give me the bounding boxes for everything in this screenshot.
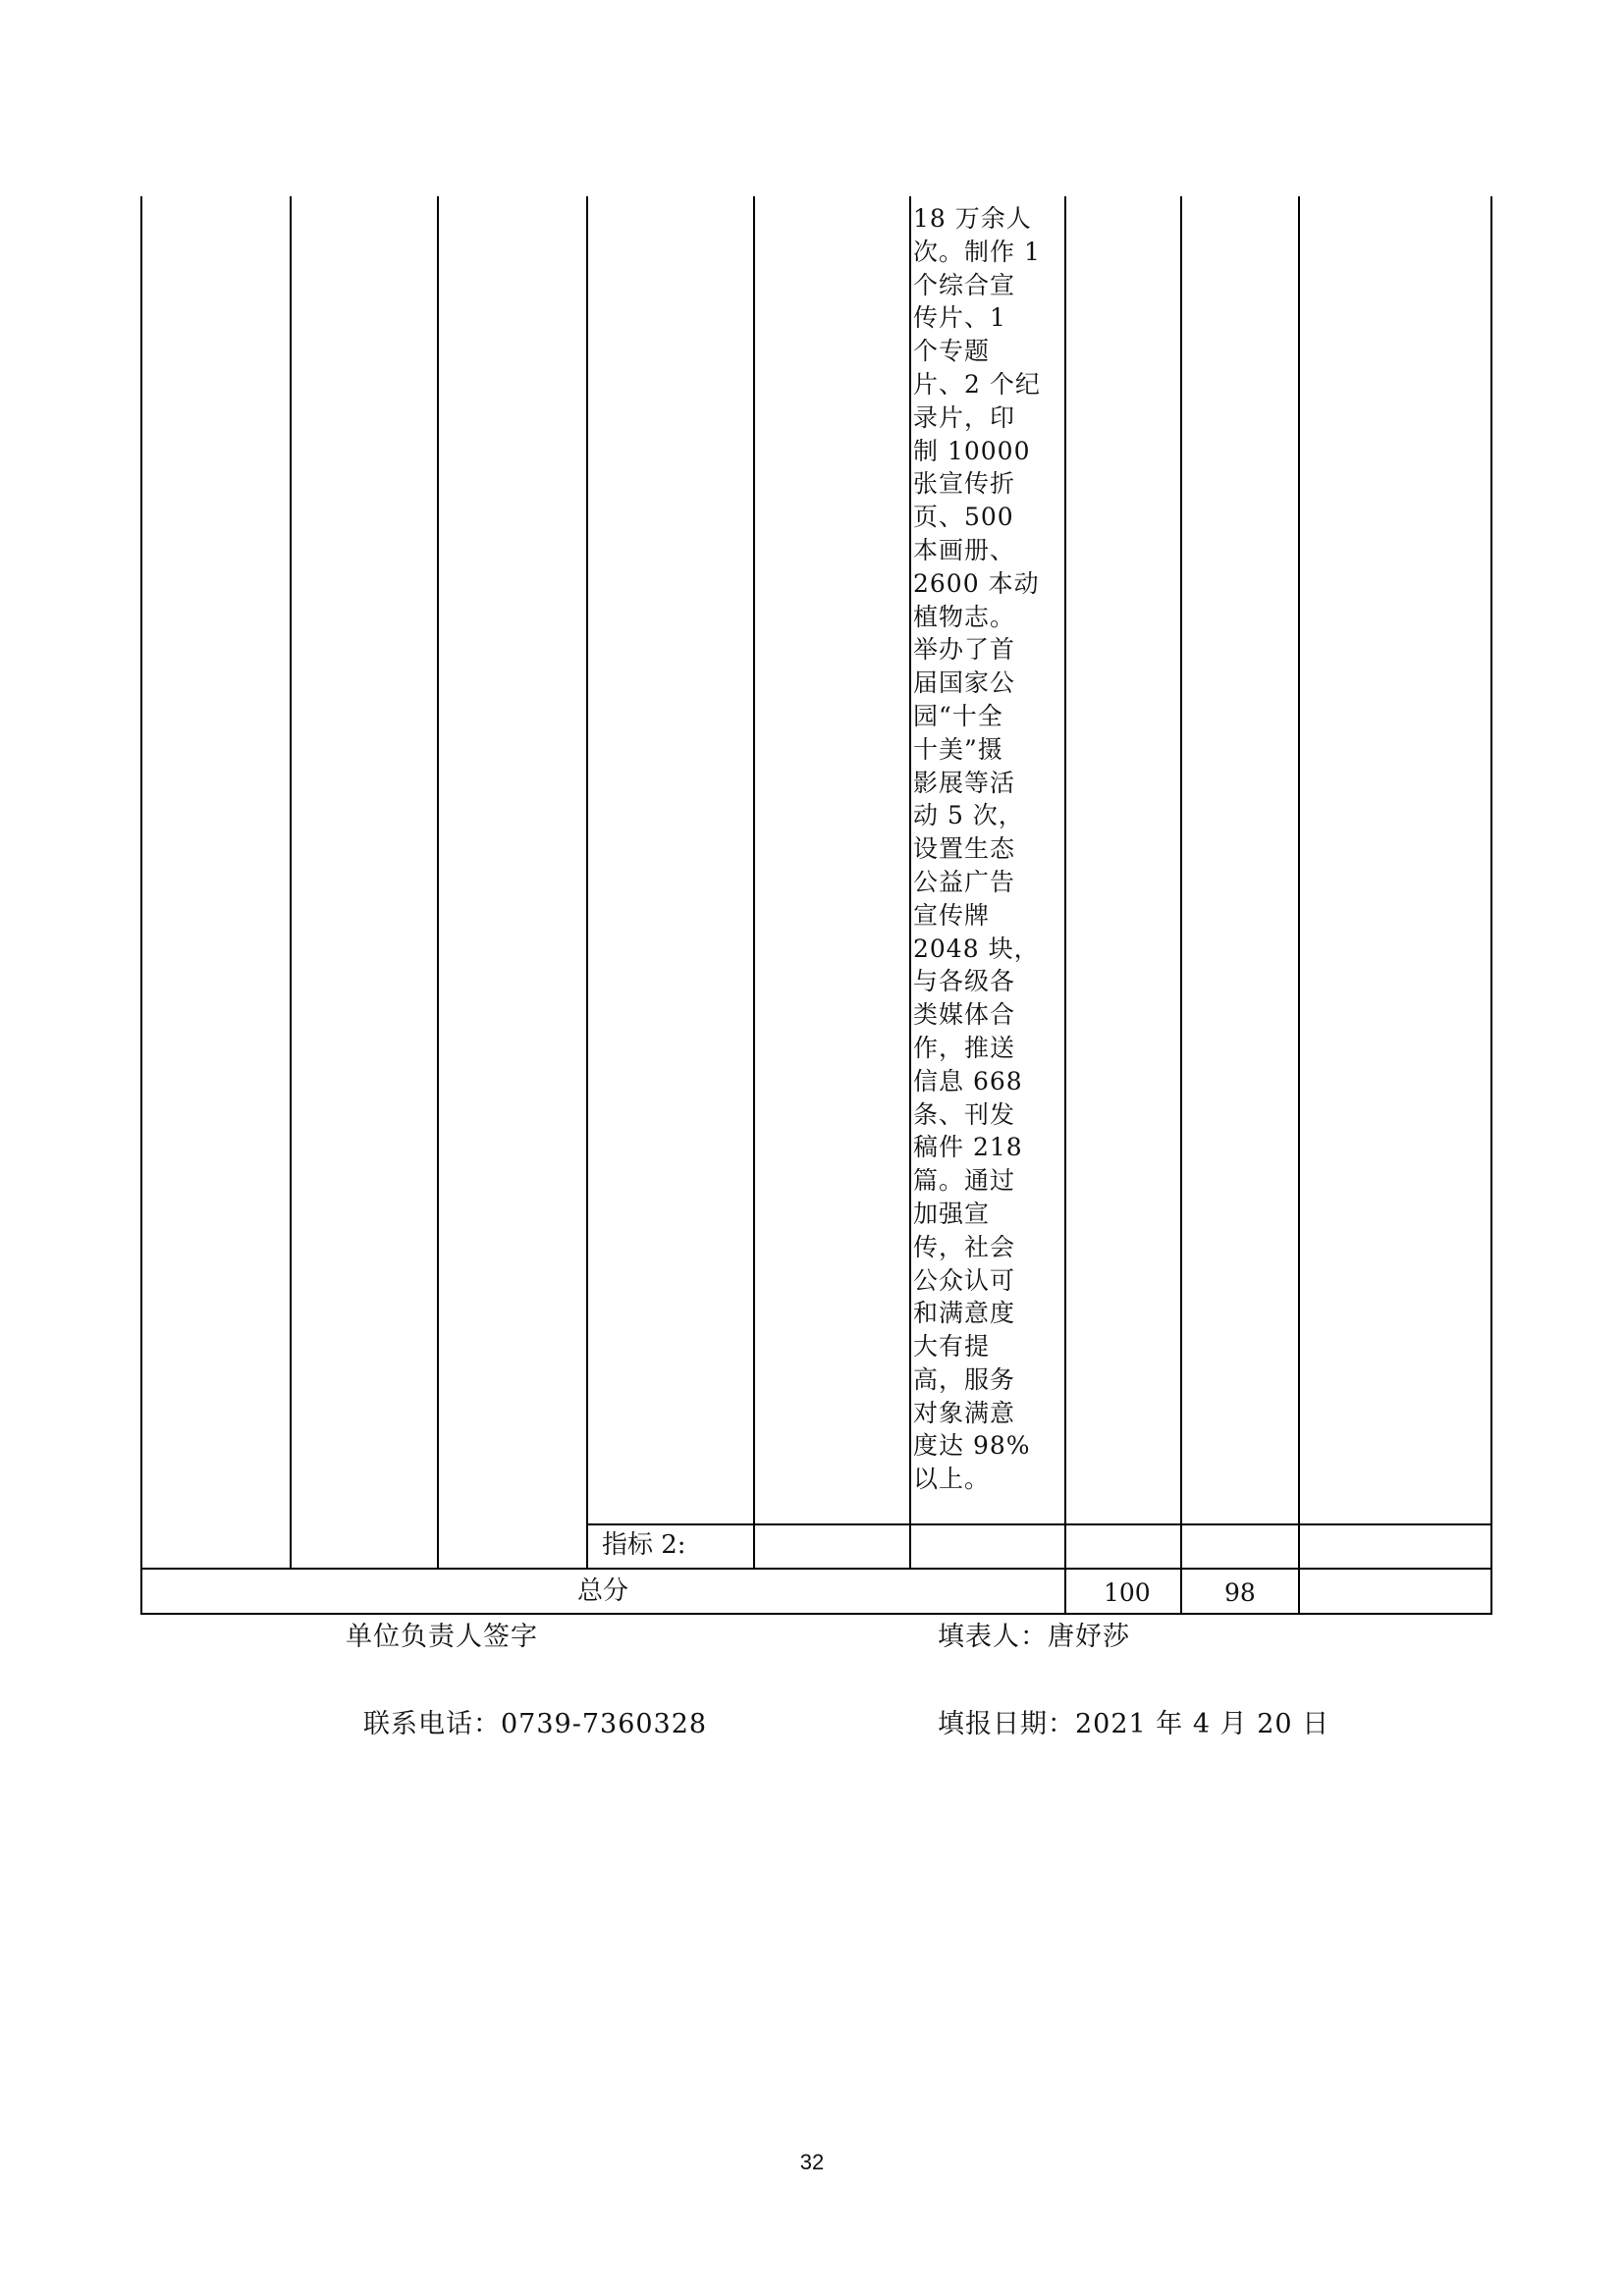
page-number: 32 xyxy=(799,2150,825,2174)
cell-text-line: 条、刊发 xyxy=(913,1099,1016,1129)
cell-text-line: 传，社会 xyxy=(913,1232,1016,1261)
cell-text-line: 2600 本动 xyxy=(913,568,1040,598)
cell-text-line: 本画册、 xyxy=(913,535,1016,564)
column-divider-7 xyxy=(1180,196,1182,1615)
cell-text-line: 对象满意 xyxy=(913,1398,1016,1427)
cell-text-line: 张宣传折 xyxy=(913,469,1016,499)
cell-text-line: 加强宣 xyxy=(913,1199,991,1228)
cell-text-line: 2048 块， xyxy=(913,934,1040,963)
column-divider-1 xyxy=(290,196,292,1568)
cell-text-line: 植物志。 xyxy=(913,602,1016,631)
cell-text-line: 个专题 xyxy=(913,337,991,366)
total-actual-score: 98 xyxy=(1224,1578,1256,1607)
cell-text-line: 页、500 xyxy=(913,503,1014,532)
table-border-right xyxy=(1490,196,1492,1615)
cell-text-line: 度达 98% xyxy=(913,1431,1031,1461)
column-divider-6 xyxy=(1064,196,1066,1615)
cell-text-line: 宣传牌 xyxy=(913,900,991,930)
column-divider-3 xyxy=(586,196,588,1568)
table-border-left xyxy=(140,196,142,1615)
total-full-score: 100 xyxy=(1104,1578,1151,1607)
cell-text-line: 高，服务 xyxy=(913,1364,1016,1394)
cell-text-line: 以上。 xyxy=(913,1465,991,1494)
cell-text-line: 作，推送 xyxy=(913,1033,1016,1062)
cell-text-line: 与各级各 xyxy=(913,967,1016,996)
cell-text-line: 片、2 个纪 xyxy=(913,369,1041,399)
contact-phone: 联系电话：0739-7360328 xyxy=(363,1709,708,1739)
cell-text-line: 18 万余人 xyxy=(913,204,1032,233)
cell-text-line: 篇。通过 xyxy=(913,1166,1016,1196)
cell-text-line: 设置生态 xyxy=(913,834,1016,864)
indicator-2-label: 指标 2: xyxy=(602,1530,686,1560)
cell-text-line: 动 5 次， xyxy=(913,801,1024,830)
cell-text-line: 十美”摄 xyxy=(913,734,1003,764)
cell-text-line: 园“十全 xyxy=(913,701,1003,730)
indicator-row-top-border xyxy=(586,1523,1492,1525)
form-filler: 填表人：唐妤莎 xyxy=(938,1622,1130,1652)
total-score-label: 总分 xyxy=(577,1576,629,1606)
cell-text-line: 举办了首 xyxy=(913,635,1016,665)
cell-text-line: 次。制作 1 xyxy=(913,237,1041,266)
cell-text-line: 公益广告 xyxy=(913,867,1016,896)
cell-text-line: 传片、1 xyxy=(913,303,1006,333)
performance-description-cell xyxy=(913,202,1060,1496)
column-divider-5 xyxy=(909,196,911,1568)
cell-text-line: 和满意度 xyxy=(913,1299,1016,1328)
cell-text-line: 制 10000 xyxy=(913,436,1031,465)
unit-leader-signature-label: 单位负责人签字 xyxy=(346,1622,538,1652)
cell-text-line: 个综合宣 xyxy=(913,270,1016,299)
column-divider-8 xyxy=(1298,196,1300,1615)
cell-text-line: 届国家公 xyxy=(913,668,1016,698)
cell-text-line: 公众认可 xyxy=(913,1265,1016,1295)
total-row-top-border xyxy=(140,1568,1492,1570)
column-divider-4 xyxy=(753,196,755,1568)
cell-text-line: 类媒体合 xyxy=(913,1000,1016,1030)
table-border-bottom xyxy=(140,1613,1492,1615)
cell-text-line: 录片，印 xyxy=(913,402,1016,432)
cell-text-line: 大有提 xyxy=(913,1332,991,1362)
evaluation-table xyxy=(140,196,1492,1615)
column-divider-2 xyxy=(437,196,439,1568)
cell-text-line: 信息 668 xyxy=(913,1066,1023,1095)
cell-text-line: 稿件 218 xyxy=(913,1133,1023,1162)
cell-text-line: 影展等活 xyxy=(913,768,1016,797)
report-date: 填报日期：2021 年 4 月 20 日 xyxy=(938,1709,1330,1739)
